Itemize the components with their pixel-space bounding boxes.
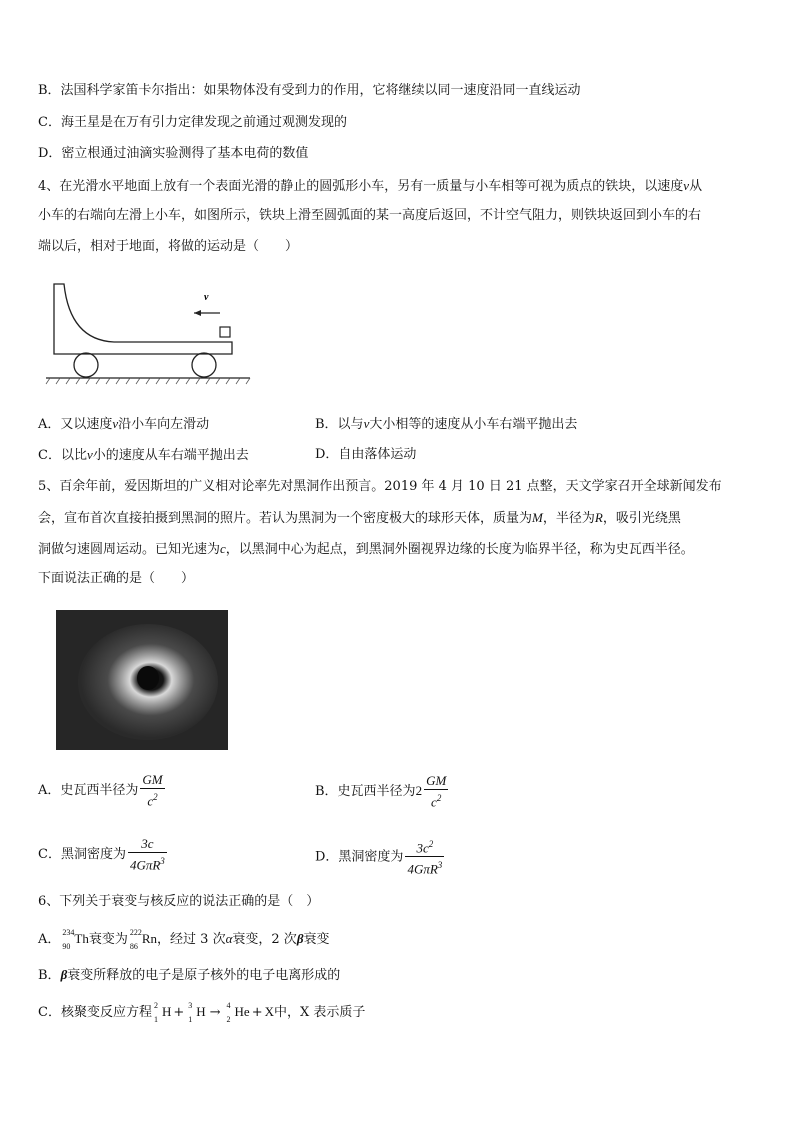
cart-diagram (44, 282, 254, 392)
q4-option-b-v: v (363, 416, 370, 431)
black-hole-photo (56, 610, 228, 750)
fraction-gm-over-c2 (140, 772, 164, 809)
radon-atomic-number: 86 (129, 942, 138, 951)
q6-option-c-label: C．核聚变反应方程 (38, 1005, 152, 1020)
q4-option-b-text-a: B．以与 (315, 417, 364, 432)
q4-option-a-text-b: 沿小车向左滑动 (118, 417, 210, 432)
q4-stem-text-b: 从 (689, 179, 703, 194)
q6-option-b-label: B． (38, 968, 61, 983)
q5-line3-text-a: 洞做匀速圆周运动。已知光速为 (38, 542, 221, 557)
fraction-numerator (405, 836, 444, 857)
q6-option-a (38, 930, 330, 949)
plus-sign: + (173, 1005, 185, 1020)
thorium-nuclide (62, 928, 89, 951)
q5-option-c-label: C．黑洞密度为 (38, 847, 126, 863)
fraction-denominator (405, 857, 444, 877)
helium-symbol: He (234, 1004, 250, 1019)
q5-option-c (38, 836, 169, 874)
helium-nuclide (226, 1001, 250, 1024)
fraction-3c2-over-4gpir3 (405, 836, 444, 878)
q5-stem-line3 (38, 540, 694, 559)
q5-stem-line2 (38, 509, 681, 528)
exponent-2: 2 (428, 839, 434, 849)
q4-stem-line1 (38, 177, 702, 196)
q5-stem-line1: 5、百余年前，爱因斯坦的广义相对论率先对黑洞作出预言。2019 年 4 月 10 日 21 点整，天文学家召开全球新闻发布 (38, 479, 722, 494)
alpha-symbol: α (225, 931, 233, 946)
fraction-numerator: GM (426, 772, 447, 788)
q6-option-c (38, 1003, 365, 1022)
q6-option-b-text: 衰变所释放的电子是原子核外的电子电离形成的 (67, 968, 341, 983)
q3-option-d: D．密立根通过油滴实验测得了基本电荷的数值 (38, 146, 309, 161)
thorium-mass-number: 234 (62, 928, 75, 937)
reaction-arrow: → (209, 1005, 221, 1020)
q5-stem-line4: 下面说法正确的是（ ） (38, 571, 195, 586)
tritium-nuclide (188, 1001, 206, 1024)
fraction-numerator-text: 3c (416, 840, 429, 856)
q6-option-a-text-b: 衰变为 (88, 932, 128, 947)
helium-atomic-number: 2 (226, 1015, 231, 1024)
q6-option-a-text-e: 衰变 (303, 932, 330, 947)
light-speed-symbol: c (220, 541, 226, 556)
q4-option-c (38, 446, 249, 465)
beta-symbol: β (296, 931, 304, 946)
helium-mass-number: 4 (226, 1001, 231, 1010)
q4-option-a (38, 415, 209, 434)
q6-option-b (38, 966, 340, 985)
beta-symbol: β (60, 967, 68, 982)
fraction-denominator-text: 4GπR (407, 861, 438, 877)
q3-option-c: C．海王星是在万有引力定律发现之前通过观测发现的 (38, 115, 347, 130)
deuterium-atomic-number: 1 (153, 1015, 158, 1024)
q6-option-c-text: 中，X 表示质子 (274, 1005, 366, 1020)
fraction-3c-over-4gpir3 (128, 836, 167, 873)
fraction-denominator-c: c (431, 794, 437, 810)
velocity-label: v (204, 292, 209, 303)
q5-option-b (315, 772, 450, 811)
deuterium-nuclide (153, 1001, 172, 1024)
tritium-mass-number: 3 (188, 1001, 193, 1010)
velocity-arrowhead (194, 310, 201, 316)
q6-option-a-text-d: 衰变，2 次 (232, 932, 297, 947)
q4-option-a-text-a: A．又以速度 (38, 417, 113, 432)
radon-nuclide (129, 928, 158, 951)
fraction-numerator: GM (142, 772, 163, 787)
black-hole-shadow (137, 666, 159, 690)
q5-line2-text-a: 会，宣布首次直接拍摄到黑洞的照片。若认为黑洞为一个密度极大的球形天体，质量为 (38, 511, 533, 526)
q4-stem-line3: 端以后，相对于地面，将做的运动是（ ） (38, 239, 299, 254)
radon-symbol: Rn (141, 931, 158, 946)
q4-option-c-text-a: C．以比 (38, 448, 87, 463)
thorium-atomic-number: 90 (62, 942, 71, 951)
fraction-numerator: 3c (128, 836, 167, 853)
velocity-symbol: v (683, 178, 690, 193)
q5-line2-text-c: ，吸引光绕黑 (602, 511, 681, 526)
q4-option-b (315, 415, 577, 434)
q4-option-c-v: v (86, 447, 93, 462)
q5-line2-text-b: ，半径为 (542, 511, 595, 526)
iron-block (220, 327, 230, 337)
q6-stem: 6、下列关于衰变与核反应的说法正确的是（ ） (38, 894, 320, 909)
q5-option-a (38, 772, 167, 810)
q4-option-c-text-b: 小的速度从车右端平抛出去 (92, 448, 249, 463)
q5-option-d (315, 836, 446, 878)
q5-line3-text-b: ，以黑洞中心为起点，到黑洞外圈视界边缘的长度为临界半径，称为史瓦西半径。 (225, 542, 694, 557)
q6-option-a-text-c: ，经过 3 次 (157, 932, 226, 947)
q5-option-d-label: D．黑洞密度为 (315, 849, 404, 865)
black-hole-photo-svg (56, 610, 228, 750)
fraction-gm-over-c2 (424, 773, 448, 810)
q6-option-a-label: A． (38, 932, 61, 947)
q5-option-b-label: B．史瓦西半径为 (315, 784, 416, 799)
q3-option-b: B．法国科学家笛卡尔指出：如果物体没有受到力的作用，它将继续以同一速度沿同一直线运动 (38, 83, 581, 98)
fraction-denominator (140, 789, 164, 809)
radius-symbol: R (594, 510, 603, 525)
thorium-symbol: Th (74, 931, 89, 946)
radon-mass-number: 222 (129, 928, 142, 937)
exponent-3: 3 (160, 856, 165, 866)
fraction-denominator (424, 790, 448, 810)
left-wheel (74, 353, 98, 377)
tritium-symbol: H (196, 1004, 206, 1019)
fraction-denominator-text: 4GπR (129, 857, 161, 873)
q4-option-d: D．自由落体运动 (315, 447, 417, 462)
q4-option-b-text-b: 大小相等的速度从小车右端平抛出去 (369, 417, 578, 432)
coefficient-2: 2 (415, 783, 423, 798)
ground-hatching (46, 378, 250, 384)
q4-option-a-v: v (112, 416, 119, 431)
q5-option-a-label: A．史瓦西半径为 (38, 783, 139, 799)
exponent-2: 2 (436, 792, 442, 803)
exponent-2: 2 (153, 792, 158, 802)
mass-symbol: M (532, 510, 543, 525)
fraction-denominator-c: c (147, 793, 154, 809)
q4-stem-line2: 小车的右端向左滑上小车，如图所示，铁块上滑至圆弧面的某一高度后返回，不计空气阻力，则铁块返回到小车的右 (38, 208, 702, 223)
right-wheel (192, 353, 216, 377)
x-particle-symbol: X (264, 1004, 275, 1019)
cart-diagram-svg (44, 282, 254, 392)
deuterium-mass-number: 2 (153, 1001, 158, 1010)
q4-stem-text-a: 4、在光滑水平地面上放有一个表面光滑的静止的圆弧形小车，另有一质量与小车相等可视为质点的铁块，以速度 (38, 179, 684, 194)
exponent-3: 3 (437, 860, 443, 871)
plus-sign: + (251, 1005, 263, 1020)
fraction-denominator (128, 853, 167, 873)
deuterium-symbol: H (161, 1004, 172, 1019)
tritium-atomic-number: 1 (188, 1015, 193, 1024)
